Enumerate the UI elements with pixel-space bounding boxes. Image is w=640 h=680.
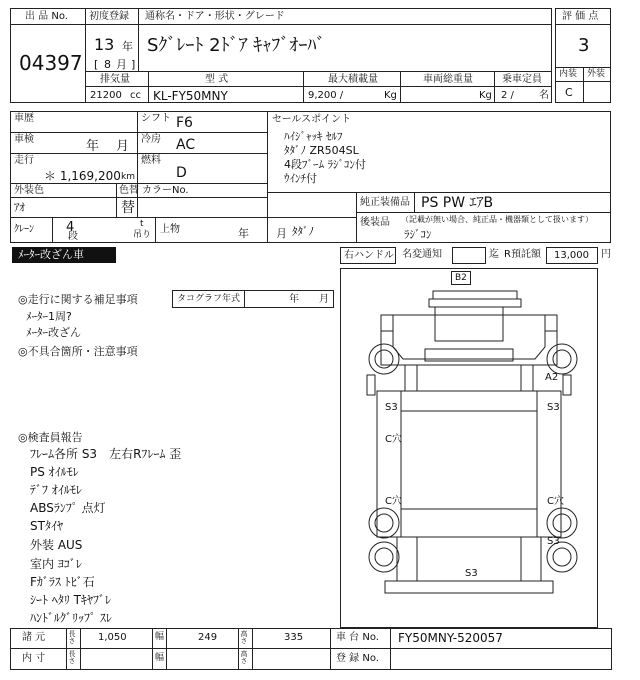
first-reg-month-unit: 月 (116, 58, 127, 71)
crane-stages-unit: 段 (68, 231, 78, 242)
length-label: 長さ (68, 630, 76, 644)
first-reg-label: 初度登録 (89, 11, 129, 22)
upper-label: 上物 (160, 224, 180, 235)
genuine-label: 純正装備品 (360, 197, 410, 208)
crane-ton-unit: t (140, 219, 144, 229)
inspector-line: PS ｵｲﾙﾓﾚ (30, 465, 79, 479)
int-length-label: 長さ (68, 650, 76, 664)
upper-row-extend-top (267, 217, 357, 218)
inspector-line: ｼｰﾄ ﾍﾀﾘ Tｷﾔﾌﾞﾚ (30, 593, 111, 607)
meter-tampered-banner (12, 247, 116, 263)
dimensions-col-divider (166, 628, 167, 670)
ac-label: 冷房 (141, 134, 161, 145)
mileage-value: ＊ 1,169,200 (44, 169, 121, 183)
height-label: 高さ (240, 630, 248, 644)
dimensions-col-divider (66, 628, 67, 670)
interior-dim-label: 内 寸 (22, 653, 46, 664)
ext-color-value: ｱｵ (14, 201, 25, 214)
ext-color-label: 外装色 (14, 185, 44, 196)
recycle-amount: 13,000 (554, 250, 589, 261)
tacho-divider (244, 290, 245, 308)
lot-no: 04397 (19, 51, 83, 75)
model-value: KL-FY50MNY (153, 89, 228, 103)
width-label: 幅 (155, 632, 165, 642)
max-load-unit: Kg (384, 90, 397, 101)
exterior-label: 外装 (587, 69, 606, 79)
fuel-value: D (176, 165, 187, 181)
crane-label: ｸﾚｰﾝ (14, 224, 34, 235)
inspector-line: ﾃﾞﾌ ｵｲﾙﾓﾚ (30, 483, 82, 497)
supplement-line: ﾒｰﾀｰ1周? (26, 310, 72, 323)
grade-value: 3 (578, 35, 590, 56)
name-change-box (452, 247, 486, 264)
inspection-month: 月 (116, 139, 130, 154)
details-divider (155, 217, 156, 243)
max-load-box (303, 86, 401, 103)
first-reg-month-open: [ (94, 58, 99, 71)
interior-label: 内装 (559, 69, 578, 79)
fuel-label: 燃料 (141, 155, 161, 166)
displacement-value: 21200 (90, 90, 122, 101)
inspector-line: ﾊﾝﾄﾞﾙｸﾞﾘｯﾌﾟ ｽﾚ (30, 611, 112, 625)
interior-grade-box (555, 81, 584, 103)
upper-month: 月 (276, 227, 287, 240)
max-load-label: 最大積載量 (328, 74, 378, 85)
capacity-box (494, 86, 552, 103)
s3-mark: S3 (385, 402, 398, 413)
details-divider (52, 217, 53, 243)
s3-mark: S3 (547, 536, 560, 547)
max-load-label-box (303, 71, 401, 87)
dimensions-col-divider (252, 628, 253, 670)
defect-label: ◎不具合箇所・注意事項 (18, 345, 138, 358)
interior-label-box (555, 67, 584, 82)
shift-label: シフト (141, 113, 171, 124)
max-load-value: 9,200 / (308, 90, 344, 101)
details-divider (10, 183, 268, 184)
displacement-box (85, 86, 149, 103)
rhd-label: 右ハンドル (344, 250, 394, 261)
truck-diagram-box (340, 268, 598, 628)
genuine-box (356, 192, 611, 213)
aftermarket-note: （記載が無い場合、純正品・機器類として扱います） (401, 215, 593, 224)
meter-tampered-text: ﾒｰﾀｰ改ざん車 (18, 248, 84, 261)
capacity-label: 乗車定員 (502, 74, 542, 85)
gvw-box (400, 86, 495, 103)
first-reg-year: 13 (94, 35, 115, 54)
car-name-label-box (138, 8, 552, 25)
name-change-label: 名変通知 (402, 249, 442, 260)
displacement-label-box (85, 71, 149, 87)
mileage-unit: km (121, 172, 135, 182)
sales-points-label: セールスポイント (272, 114, 352, 125)
first-reg-month: 8 (104, 58, 111, 71)
model-label: 型 式 (205, 74, 229, 85)
dimensions-col-divider (330, 628, 331, 670)
history-label: 車歴 (14, 113, 34, 124)
sales-point-line: ﾀﾀﾞﾉ ZR504SL (284, 144, 359, 157)
recycle-unit: 円 (601, 249, 611, 260)
gvw-label: 車両総重量 (423, 74, 473, 85)
c-hole-mark: C穴 (385, 496, 402, 507)
length-value: 1,050 (98, 632, 127, 643)
inspector-label: ◎検査員報告 (18, 431, 83, 444)
registration-label: 登 録 No. (336, 653, 379, 664)
c-hole-mark: C穴 (385, 434, 402, 445)
details-divider (137, 111, 138, 217)
details-divider (10, 217, 268, 218)
lot-no-label: 出 品 No. (25, 11, 68, 22)
color-change-value: 替 (121, 200, 135, 216)
car-name-box (138, 24, 552, 72)
lot-no-box (10, 24, 86, 103)
lot-no-label-box (10, 8, 86, 25)
color-no-label: カラーNo. (142, 185, 189, 196)
aftermarket-value: ﾗｼﾞｺﾝ (404, 228, 432, 241)
crane-stages: 4 (66, 220, 75, 235)
car-name-label: 通称名・ドア・形状・グレード (145, 11, 285, 22)
inspector-line: 外装 AUS (30, 538, 83, 552)
b2-mark: B2 (455, 273, 467, 283)
grade-box (555, 24, 611, 68)
specs-label: 諸 元 (22, 632, 46, 643)
capacity-label-box (494, 71, 552, 87)
details-divider (10, 153, 268, 154)
shift-value: F6 (176, 115, 193, 131)
capacity-value: 2 / (501, 90, 514, 101)
exterior-label-box (583, 67, 611, 82)
inspector-line: ﾌﾚｰﾑ各所 S3 左右Rﾌﾚｰﾑ 歪 (30, 447, 182, 461)
chassis-label: 車 台 No. (336, 632, 379, 643)
sales-point-line: ｳｲﾝﾁ付 (284, 172, 317, 185)
recycle-box (546, 247, 598, 264)
inspector-line: Fｶﾞﾗｽ ﾄﾋﾞ石 (30, 575, 95, 589)
genuine-value: PS PW ｴｱB (421, 195, 494, 211)
int-height-label: 高さ (240, 650, 248, 664)
sales-points-box (267, 111, 611, 193)
ac-value: AC (176, 137, 196, 153)
sales-point-line: 4段ﾌﾞｰﾑ ﾗｼﾞｺﾝ付 (284, 158, 366, 171)
tacho-box (172, 290, 334, 308)
displacement-unit: cc (130, 90, 141, 101)
supplement-label: ◎走行に関する補足事項 (18, 293, 138, 306)
color-change-divider (116, 183, 117, 217)
gvw-unit: Kg (479, 90, 492, 101)
car-name: Sｸﾞﾚｰﾄ 2ﾄﾞｱ ｷｬﾌﾞｵｰﾊﾞ (147, 35, 326, 56)
chassis-value: FY50MNY-520057 (398, 631, 503, 645)
tacho-month: 月 (319, 294, 329, 305)
exterior-grade-box (583, 81, 611, 103)
s3-mark: S3 (465, 568, 478, 579)
aftermarket-label: 後装品 (360, 217, 390, 228)
dimensions-col-divider (238, 628, 239, 670)
rhd-box (340, 247, 396, 264)
grade-label-box (555, 8, 611, 25)
displacement-label: 排気量 (100, 74, 130, 85)
s3-mark: S3 (547, 402, 560, 413)
dimensions-col-divider (80, 628, 81, 670)
first-reg-label-box (85, 8, 139, 25)
interior-grade: C (565, 86, 573, 99)
inspection-year: 年 (86, 139, 100, 154)
mileage-label: 走行 (14, 155, 34, 166)
height-value: 335 (284, 632, 304, 643)
upper-row-extend (267, 242, 357, 243)
a2-mark: A2 (545, 372, 559, 383)
dimensions-row-divider (10, 648, 612, 649)
int-width-label: 幅 (155, 653, 165, 663)
inspector-line: STﾀｲﾔ (30, 519, 63, 533)
crane-hang-label: 吊り (133, 230, 152, 240)
gvw-label-box (400, 71, 495, 87)
inspection-label: 車検 (14, 134, 34, 145)
tacho-label: タコグラフ年式 (177, 294, 241, 304)
first-reg-month-close: ] (131, 58, 136, 71)
dimensions-col-divider (152, 628, 153, 670)
dimensions-col-divider (390, 628, 391, 670)
grade-label: 評 価 点 (562, 11, 599, 22)
inspector-line: ABSﾗﾝﾌﾟ 点灯 (30, 501, 106, 515)
first-reg-box (85, 24, 139, 72)
sales-point-line: ﾊｲｼﾞｬｯｷ ｾﾙﾌ (284, 130, 343, 143)
details-divider (10, 197, 268, 198)
supplement-line: ﾒｰﾀｰ改ざん (26, 326, 81, 339)
until-label: 迄 (489, 249, 499, 260)
recycle-label: R預託額 (504, 249, 541, 260)
model-box (148, 86, 304, 103)
width-value: 249 (198, 632, 218, 643)
tacho-year: 年 (289, 294, 299, 305)
color-change-label: 色替 (119, 185, 139, 196)
model-label-box (148, 71, 304, 87)
c-hole-mark: C穴 (547, 496, 564, 507)
aftermarket-box (356, 212, 611, 243)
details-divider (10, 132, 268, 133)
b2-mark-box (451, 271, 471, 285)
upper-value: ﾀﾀﾞﾉ (292, 225, 314, 238)
capacity-unit: 名 (539, 90, 549, 101)
genuine-divider (414, 192, 415, 213)
first-reg-year-unit: 年 (122, 40, 133, 53)
upper-year: 年 (238, 227, 249, 240)
inspector-line: 室内 ﾖｺﾞﾚ (30, 557, 82, 571)
